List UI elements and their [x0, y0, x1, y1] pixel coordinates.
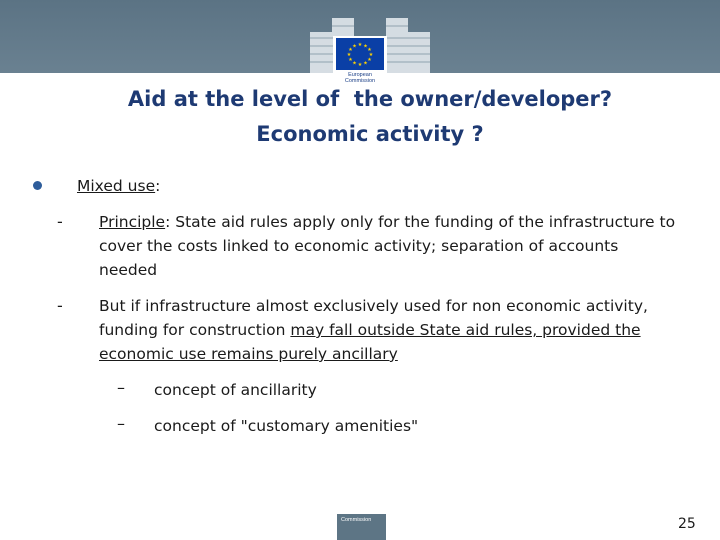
slide-title — [0, 82, 720, 152]
svg-text:★: ★ — [367, 47, 372, 53]
concept-customary-amenities: concept of "customary amenities" — [154, 417, 419, 435]
dash-1: - — [57, 212, 63, 231]
svg-text:★: ★ — [357, 42, 363, 48]
svg-text:★: ★ — [348, 57, 353, 63]
ec-logo-text: European Commission — [344, 72, 376, 84]
bullet-label: Mixed use — [77, 177, 156, 195]
svg-text:★: ★ — [357, 62, 363, 68]
dash-3: – — [117, 378, 125, 397]
svg-text:★: ★ — [363, 43, 368, 50]
eu-flag-icon — [336, 38, 384, 70]
svg-text:★: ★ — [348, 47, 353, 53]
bullet-icon — [33, 181, 42, 190]
svg-text:★: ★ — [367, 57, 372, 63]
principle-label: Principle — [99, 213, 166, 231]
but-if-line2-underlined: may fall outside State aid rules, provided the — [290, 321, 641, 339]
footer-logo — [337, 514, 386, 540]
principle-line1: : State aid rules apply only for the funding of the infrastructure to — [165, 213, 676, 231]
principle-line3: needed — [99, 261, 158, 279]
footer-logo-text: Commission — [341, 517, 372, 523]
dash-4: – — [117, 414, 125, 433]
bullet-mixed-use — [77, 174, 160, 198]
bullet-colon: : — [155, 177, 161, 195]
svg-text:★: ★ — [352, 60, 357, 67]
title-line-1: Aid at the level of the owner/developer? — [127, 87, 613, 111]
svg-text:★: ★ — [368, 52, 374, 58]
but-if-line1: But if infrastructure almost exclusively used for non economic activity, — [99, 297, 648, 315]
principle-line2: cover the costs linked to economic activity; separation of accounts — [99, 237, 619, 255]
sub-item-but-if — [99, 294, 709, 366]
but-if-line3-underlined: economic use remains purely ancillary — [99, 345, 398, 363]
svg-text:★: ★ — [363, 60, 368, 67]
svg-text:★: ★ — [346, 52, 352, 58]
dash-2: - — [57, 296, 63, 315]
title-line-2: Economic activity ? — [256, 122, 484, 146]
svg-text:★: ★ — [352, 43, 357, 50]
sub-item-principle — [99, 210, 709, 282]
but-if-line2-plain: funding for construction — [99, 321, 291, 339]
concept-ancillarity: concept of ancillarity — [154, 381, 317, 399]
page-number: 25 — [678, 516, 696, 532]
